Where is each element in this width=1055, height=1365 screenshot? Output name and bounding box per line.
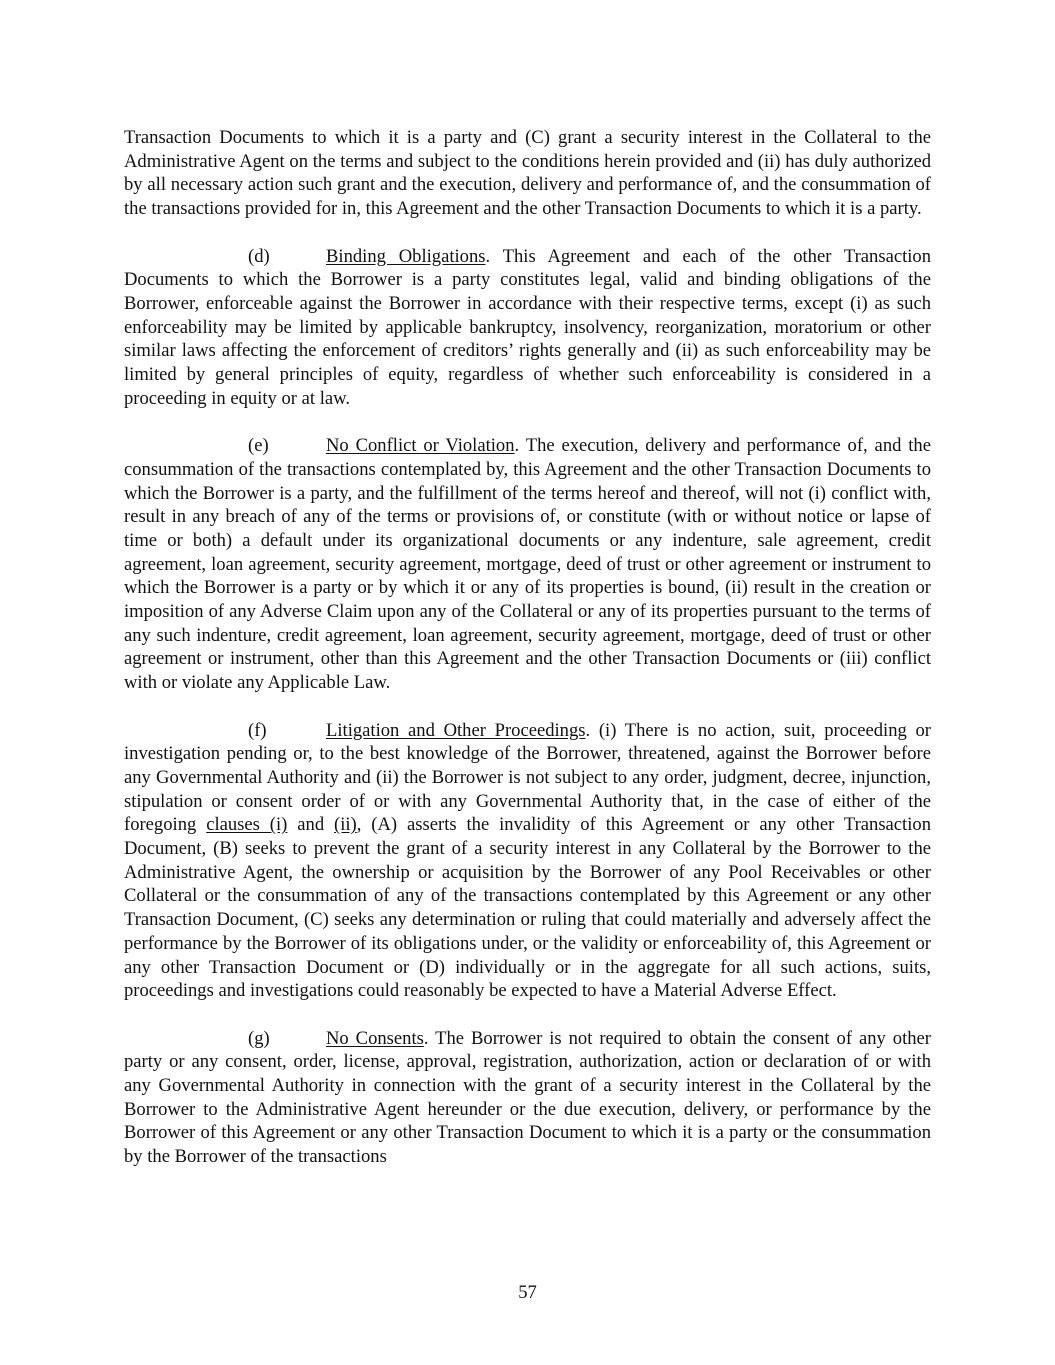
section-heading: No Conflict or Violation: [326, 435, 515, 457]
page-number: 57: [518, 1282, 537, 1303]
section-text: , (A) asserts the invalidity of this Agreement or any other Transaction Document, (B) seeks to prevent the grant of a security interest in any Collateral by the Borrower to the Administrative Agent, the ownership or acquisition by the Borrower of any Pool Receivables or other Collateral or the consummation of any of the transactions contemplated by this Agreement or any other Transaction Document, (C) seeks any determination or ruling that could materially and adversely affect the performance by the Borrower of its obligations under, or the validity or enforceability of, this Agreement or any other Transaction Document or (D) individually or in the aggregate for all such actions, suits, proceedings and investigations could reasonably be expected to have a Material Adverse Effect.: [124, 814, 931, 1002]
clause-reference: clauses (i): [206, 814, 288, 836]
paragraph-continuation: Transaction Documents to which it is a party and (C) grant a security interest in the Collateral to the Administrative Agent on the terms and subject to the conditions herein provided and (ii) has duly authorized by all necessary action such grant and the execution, delivery and performance of, and the consummation of the transactions provided for in, this Agreement and the other Transaction Documents to which it is a party.: [124, 127, 931, 220]
section-text: and: [287, 814, 335, 836]
document-body: [124, 126, 931, 1193]
section-text: . (i) There is no action, suit, proceeding or investigation pending or, to the best knowledge of the Borrower, threatened, against the Borrower before any Governmental Authority and (ii) the Borrower is not subject to any order, judgment, decree, injunction, stipulation or consent order of or with any Governmental Authority that, in the case of either of the foregoing: [124, 719, 931, 836]
section-f-litigation: [124, 719, 931, 1003]
section-heading: Binding Obligations: [326, 245, 486, 267]
section-marker: (e): [248, 435, 269, 457]
section-heading: Litigation and Other Proceedings: [326, 719, 586, 741]
section-d-binding-obligations: [124, 245, 931, 411]
section-heading: No Consents: [326, 1027, 424, 1049]
section-g-no-consents: [124, 1027, 931, 1169]
section-text: . This Agreement and each of the other Transaction Documents to which the Borrower is a party constitutes legal, valid and binding obligations of the Borrower, enforceable against the Borrower in accordance with their respective terms, except (i) as such enforceability may be limited by applicable bankruptcy, insolvency, reorganization, moratorium or other similar laws affecting the enforcement of creditors’ rights generally and (ii) as such enforceability may be limited by general principles of equity, regardless of whether such enforceability is considered in a proceeding in equity or at law.: [124, 245, 931, 409]
section-marker: (d): [248, 245, 270, 267]
section-text: . The Borrower is not required to obtain the consent of any other party or any consent, order, license, approval, registration, authorization, action or declaration of or with any Governmental Authority in connection with the grant of a security interest in the Collateral by the Borrower to the Administrative Agent hereunder or the due execution, delivery, or performance by the Borrower of this Agreement or any other Transaction Document to which it is a party or the consummation by the Borrower of the transactions: [124, 1027, 931, 1168]
clause-reference: (ii): [334, 814, 357, 836]
section-marker: (f): [248, 719, 267, 741]
section-marker: (g): [248, 1027, 270, 1049]
section-e-no-conflict: [124, 434, 931, 695]
section-text: . The execution, delivery and performance of, and the consummation of the transactions contemplated by, this Agreement and the other Transaction Documents to which the Borrower is a party, and the fulfillment of the terms hereof and thereof, will not (i) conflict with, result in any breach of any of the terms or provisions of, or constitute (with or without notice or lapse of time or both) a default under its organizational documents or any indenture, sale agreement, credit agreement, loan agreement, security agreement, mortgage, deed of trust or other agreement or instrument to which the Borrower is a party or by which it or any of its properties is bound, (ii) result in the creation or imposition of any Adverse Claim upon any of the Collateral or any of its properties pursuant to the terms of any such indenture, credit agreement, loan agreement, security agreement, mortgage, deed of trust or other agreement or instrument, other than this Agreement and the other Transaction Documents or (iii) conflict with or violate any Applicable Law.: [124, 435, 931, 694]
